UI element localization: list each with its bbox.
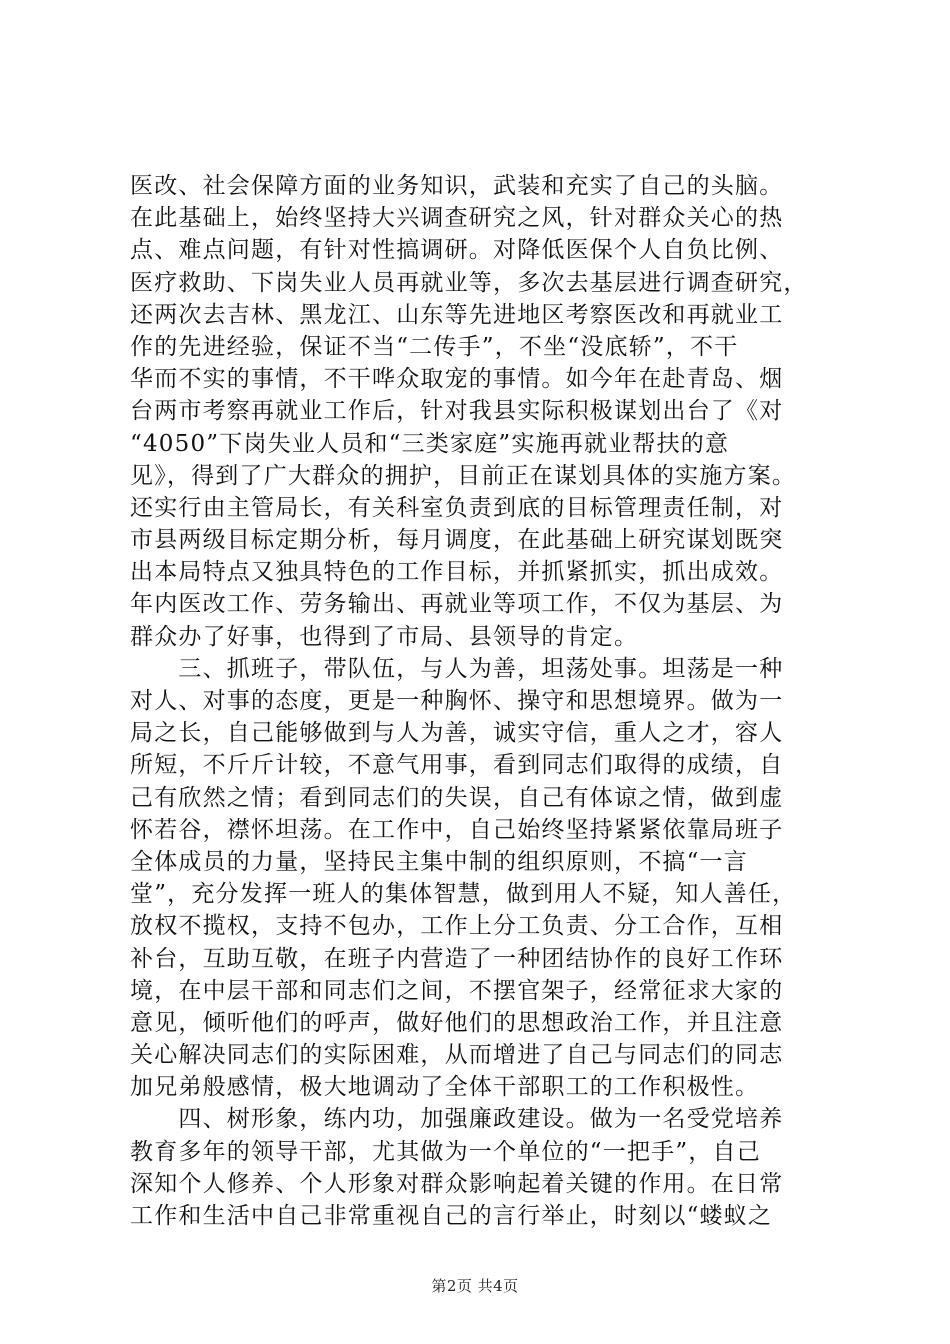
text-line: 加兄弟般感情，极大地调动了全体干部职工的工作积极性。 <box>130 1074 760 1101</box>
text-line: 还两次去吉林、黑龙江、山东等先进地区考察医改和再就业工 <box>130 301 784 328</box>
text-line: 所短，不斤斤计较，不意气用事，看到同志们取得的成绩，自 <box>130 752 784 779</box>
text-line: “4050”下岗失业人员和“三类家庭”实施再就业帮扶的意 <box>130 430 730 457</box>
text-line: 作的先进经验，保证不当“二传手”，不坐“没底轿”，不干 <box>130 333 739 360</box>
text-line: 工作和生活中自己非常重视自己的言行举止，时刻以“蝼蚁之 <box>130 1203 773 1229</box>
page-footer: 第2页 共4页 <box>431 1277 519 1295</box>
text-line: 在此基础上，始终坚持大兴调查研究之风，针对群众关心的热 <box>130 205 784 232</box>
text-line: 年内医改工作、劳务输出、再就业等项工作，不仅为基层、为 <box>130 591 784 618</box>
text-line: 教育多年的领导干部，尤其做为一个单位的“一把手”，自己 <box>130 1138 761 1165</box>
text-line: 意见，倾听他们的呼声，做好他们的思想政治工作，并且注意 <box>130 1009 784 1036</box>
text-line: 市县两级目标定期分析，每月调度，在此基础上研究谋划既突 <box>130 527 784 554</box>
text-line: 怀若谷，襟怀坦荡。在工作中，自己始终坚持紧紧依靠局班子 <box>130 816 784 843</box>
text-line: 放权不揽权，支持不包办，工作上分工负责、分工合作，互相 <box>130 913 784 940</box>
text-line: 局之长，自己能够做到与人为善，诚实守信，重人之才，容人 <box>130 720 784 747</box>
text-line: 深知个人修养、个人形象对群众影响起着关键的作用。在日常 <box>130 1170 784 1197</box>
text-line: 全体成员的力量，坚持民主集中制的组织原则，不搞“一言 <box>130 848 748 875</box>
text-line: 己有欣然之情；看到同志们的失误，自己有体谅之情，做到虚 <box>130 784 784 811</box>
text-line: 对人、对事的态度，更是一种胸怀、操守和思想境界。做为一 <box>130 688 784 714</box>
body-text <box>130 170 830 1232</box>
text-line: 点、难点问题，有针对性搞调研。对降低医保个人自负比例、 <box>130 237 784 264</box>
text-line: 见》，得到了广大群众的拥护，目前正在谋划具体的实施方案。 <box>130 462 797 489</box>
text-line: 医疗救助、下岗失业人员再就业等，多次去基层进行调查研究， <box>130 269 808 296</box>
text-line: 群众办了好事，也得到了市局、县领导的肯定。 <box>130 623 639 650</box>
text-line: 补台，互助互敬，在班子内营造了一种团结协作的良好工作环 <box>130 945 784 972</box>
text-line: 堂”，充分发挥一班人的集体智慧，做到用人不疑，知人善任， <box>130 881 797 908</box>
text-line: 境，在中层干部和同志们之间，不摆官架子，经常征求大家的 <box>130 977 784 1004</box>
text-line: 华而不实的事情，不干哗众取宠的事情。如今年在赴青岛、烟 <box>130 366 784 393</box>
text-line: 出本局特点又独具特色的工作目标，并抓紧抓实，抓出成效。 <box>130 559 784 586</box>
text-line: 台两市考察再就业工作后，针对我县实际积极谋划出台了《对 <box>130 398 784 425</box>
paragraph-start-line: 四、树形象，练内功，加强廉政建设。做为一名受党培养 <box>130 1106 784 1133</box>
text-line: 医改、社会保障方面的业务知识，武装和充实了自己的头脑。 <box>130 173 784 199</box>
text-line: 关心解决同志们的实际困难，从而增进了自己与同志们的同志 <box>130 1042 784 1069</box>
text-line: 还实行由主管局长，有关科室负责到底的目标管理责任制，对 <box>130 494 784 521</box>
paragraph-start-line: 三、抓班子，带队伍，与人为善，坦荡处事。坦荡是一种 <box>130 655 784 682</box>
